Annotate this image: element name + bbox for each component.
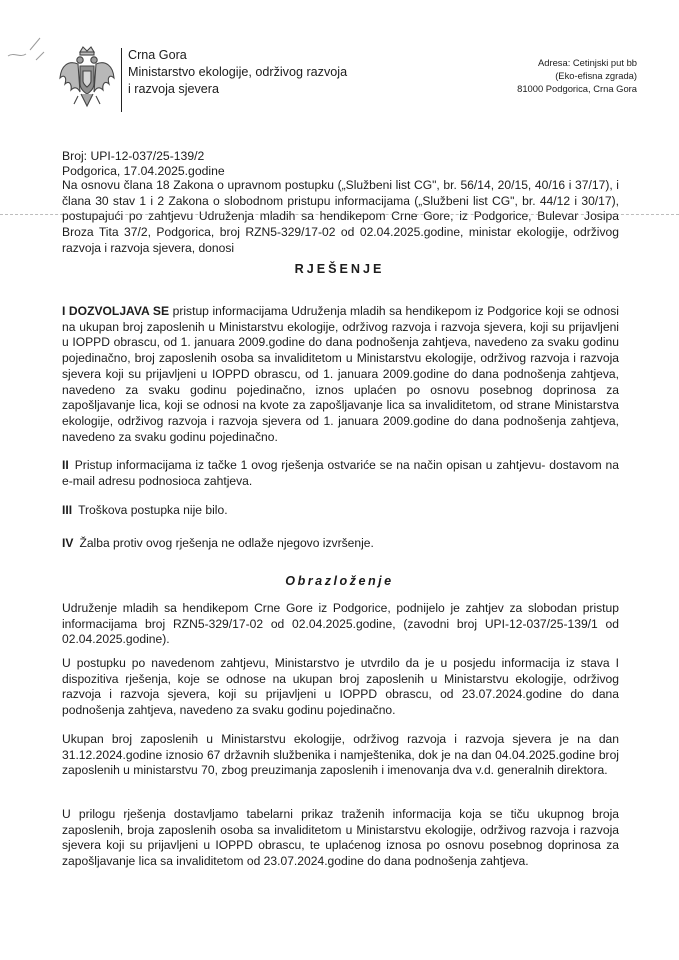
decision-item-4-number: IV xyxy=(62,536,74,550)
decision-item-2-number: II xyxy=(62,458,69,472)
scan-artifact-line xyxy=(0,214,679,216)
decision-item-2-text: Pristup informacijama iz tačke 1 ovog rješenja ostvariće se na način opisan u zahtjevu- dostavom na e-mail adresu podnosioca zahtjeva. xyxy=(62,458,619,488)
decision-item-1-lead: I DOZVOLJAVA SE xyxy=(62,304,170,318)
ministry-header xyxy=(128,47,347,98)
decision-item-3-number: III xyxy=(62,503,73,517)
reasoning-paragraph-1: Udruženje mladih sa hendikepom Crne Gore iz Podgorice, podnijelo je zahtjev za slobodan pristup informacijama broj RZN5-329/17-02 od 02.04.2025.godine, (zavodni broj UPI-12-037/25-139/1 od 02.04.2025.godine). xyxy=(62,601,619,647)
address-line2: (Eko-efisna zgrada) xyxy=(555,70,637,81)
address-line1: Adresa: Cetinjski put bb xyxy=(537,57,637,68)
place-date: Podgorica, 17.04.2025.godine xyxy=(62,164,225,178)
document-meta xyxy=(62,149,225,179)
reasoning-paragraph-4: U prilogu rješenja dostavljamo tabelarni prikaz traženih informacija koja se tiču ukupnog broja zaposlenih, broja zaposlenih osoba sa invaliditetom u Ministarstvu ekologije, održivog razvoja i razvoja sjevera koji su prijavljeni u IOPPD obrascu, te uplaćenog iznosa po osnovu posebnog doprinosa za zapošljavanje lica sa invaliditetom od 23.07.2024.godine do dana podnošenja zahtjeva. xyxy=(62,807,619,869)
preamble-paragraph: Na osnovu člana 18 Zakona o upravnom postupku („Službeni list CG", br. 56/14, 20/15, 40/16 i 37/17), i člana 30 stav 1 i 2 Zakona o slobodnom pristupu informacijama („Službeni list CG", br. 44/12 i 30/17), postupajući po zahtjevu Udruženja mladih sa hendikepom Crne Gore, iz Podgorice, Bulevar Josipa Broza Tita 37/2, Podgorica, broj RZN5-329/17-02 od 02.04.2025.godine, ministar ekologije, održivog razvoja i razvoja sjevera, donosi xyxy=(62,178,619,255)
decision-item-2 xyxy=(62,458,619,489)
reasoning-paragraph-3: Ukupan broj zaposlenih u Ministarstvu ekologije, održivog razvoja i razvoja sjevera je na dan 31.12.2024.godine iznosio 67 državnih službenika i namještenika, dok je na dan 04.04.2025.godine broj zaposlenih u ministarstvu 70, zbog preuzimanja zaposlenih i imenovanja dva v.d. generalnih direktora. xyxy=(62,732,619,778)
reasoning-title: Obrazloženje xyxy=(285,574,394,588)
decision-item-4 xyxy=(62,536,619,552)
decision-item-3-text: Troškova postupka nije bilo. xyxy=(78,503,228,517)
header-divider xyxy=(121,48,122,112)
decision-item-1 xyxy=(62,304,619,445)
decision-title: RJEŠENJE xyxy=(294,262,385,276)
country-name: Crna Gora xyxy=(128,48,187,62)
handwritten-mark xyxy=(0,30,60,70)
case-number: Broj: UPI-12-037/25-139/2 xyxy=(62,149,205,163)
ministry-address xyxy=(517,56,637,95)
ministry-name-line1: Ministarstvo ekologije, održivog razvoja xyxy=(128,65,348,79)
reasoning-paragraph-2: U postupku po navedenom zahtjevu, Ministarstvo je utvrdilo da je u posjedu informacija iz stava I dispozitiva rješenja, koje se odnose na ukupan broj zaposlenih u Ministarstvu ekologije, održivog razvoja i razvoja sjevera, koji su prijavljeni u IOPPD obrascu, od 23.07.2024.godine do dana podnošenja zahtjeva, navedeno za svaku godinu pojedinačno. xyxy=(62,656,619,718)
decision-item-3 xyxy=(62,503,619,519)
coat-of-arms-emblem xyxy=(56,44,118,116)
decision-item-1-text: pristup informacijama Udruženja mladih sa hendikepom iz Podgorice koji se odnosi na ukupan broj zaposlenih u Ministarstvu ekologije, održivog razvoja i razvoja sjevera, koji su prijavljeni u IOPPD obrascu, od 1. januara 2009.godine do dana podnošenja zahtjeva, navedeno za svaku godinu pojedinačno, broj zaposlenih osoba sa invaliditetom u Ministarstvu ekologije, održivog razvoja i razvoja sjevera koji su prijavljeni u IOPPD obrascu, od 1. januara 2009.godine do dana podnošenja zahtjeva, navedeno za svaku godinu pojedinačno, iznos uplaćen po osnovu posebnog doprinosa za zapošljavanje lica, koji se odnosi na kvote za zapošljavanje lica sa invaliditetom, od strane Ministarstva ekologije, održivog razvoja i razvoja sjevera od 1. januara 2009.godine do dana podnošenja zahtjeva, navedeno za svaku godinu pojedinačno. xyxy=(62,304,619,444)
decision-item-4-text: Žalba protiv ovog rješenja ne odlaže njegovo izvršenje. xyxy=(79,536,374,550)
address-line3: 81000 Podgorica, Crna Gora xyxy=(517,83,637,94)
ministry-name-line2: i razvoja sjevera xyxy=(128,82,219,96)
